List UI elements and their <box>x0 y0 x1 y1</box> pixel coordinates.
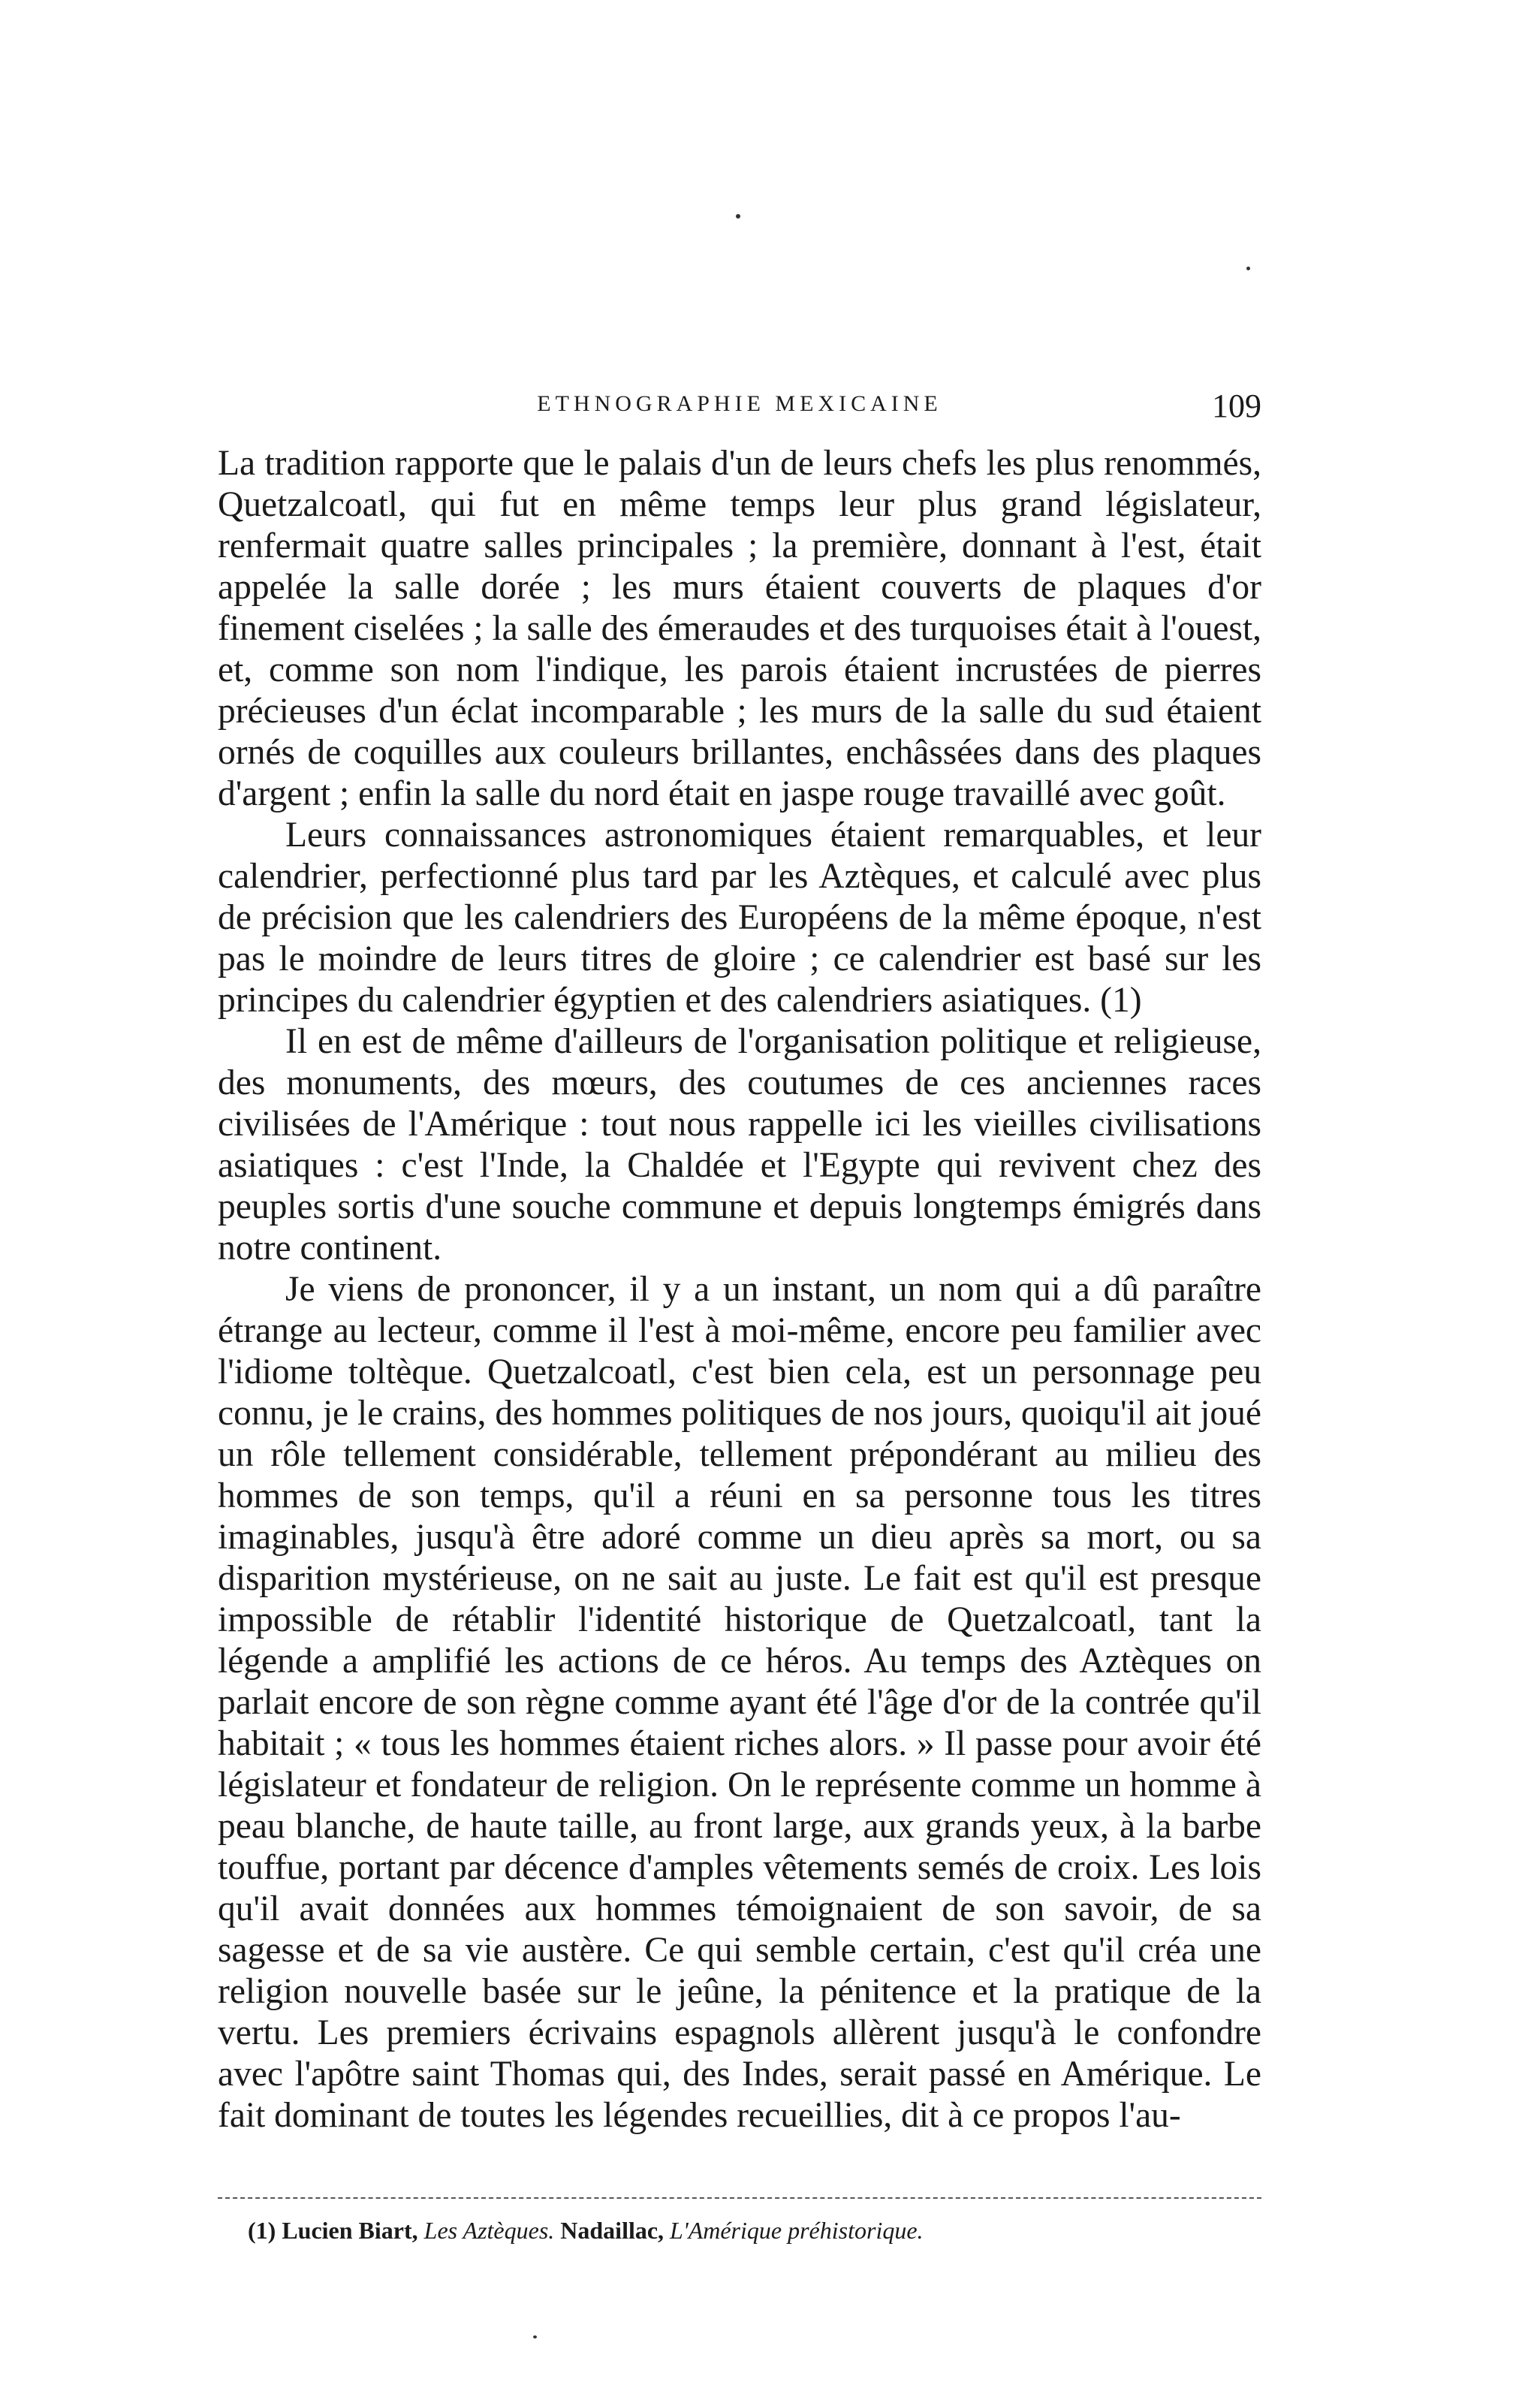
footnote-title: L'Amérique préhistorique. <box>670 2217 924 2244</box>
body-text <box>218 443 1261 2136</box>
footnote-author: Nadaillac, <box>560 2217 665 2244</box>
footnote-title: Les Aztèques. <box>423 2217 555 2244</box>
running-title: ETHNOGRAPHIE MEXICAINE <box>537 391 942 416</box>
scan-speck <box>736 214 740 219</box>
paragraph: Leurs connaissances astronomiques étaient remarquables, et leur calendrier, perfectionné plus tard par les Aztèques, et calculé avec plus de précision que les calendriers des Européens de la même époque, n'est pas le moindre de leurs titres de gloire ; ce calendrier est basé sur les principes du calendrier égyptien et des calendriers asiatiques. (1) <box>218 816 1261 1020</box>
footnote-author: Lucien Biart, <box>282 2217 418 2244</box>
scan-speck <box>533 2335 537 2338</box>
footnote-mark: (1) <box>248 2217 276 2244</box>
running-head <box>218 387 1261 424</box>
paragraph: Il en est de même d'ailleurs de l'organisation politique et religieuse, des monuments, des mœurs, des coutumes de ces anciennes races civilisées de l'Amérique : tout nous rappelle ici les vieilles civilisations asiatiques : c'est l'Inde, la Chaldée et l'Egypte qui revivent chez des peuples sortis d'une souche commune et depuis longtemps émigrés dans notre continent. <box>218 1022 1261 1268</box>
paragraph: La tradition rapporte que le palais d'un de leurs chefs les plus renommés, Quetzalcoatl, qui fut en même temps leur plus grand législateur, renfermait quatre salles principales ; la première, donnant à l'est, était appelée la salle dorée ; les murs étaient couverts de plaques d'or finement ciselées ; la salle des émeraudes et des turquoises était à l'ouest, et, comme son nom l'indique, les parois étaient incrustées de pierres précieuses d'un éclat incomparable ; les murs de la salle du sud étaient ornés de coquilles aux couleurs brillantes, enchâssées dans des plaques d'argent ; enfin la salle du nord était en jaspe rouge travaillé avec goût. <box>218 444 1261 813</box>
scan-speck <box>1246 267 1250 270</box>
page-number: 109 <box>1212 387 1261 424</box>
footnote <box>248 2215 1261 2245</box>
footnote-separator <box>218 2197 1261 2199</box>
paragraph: Je viens de prononcer, il y a un instant, un nom qui a dû paraître étrange au lecteur, comme il l'est à moi-même, encore peu familier avec l'idiome toltèque. Quetzalcoatl, c'est bien cela, est un personnage peu connu, je le crains, des hommes politiques de nos jours, quoiqu'il ait joué un rôle tellement considérable, tellement prépondérant au milieu des hommes de son temps, qu'il a réuni en sa personne tous les titres imaginables, jusqu'à être adoré comme un dieu après sa mort, ou sa disparition mystérieuse, on ne sait au juste. Le fait est qu'il est presque impossible de rétablir l'identité historique de Quetzalcoatl, tant la légende a amplifié les actions de ce héros. Au temps des Aztèques on parlait encore de son règne comme ayant été l'âge d'or de la contrée qu'il habitait ; « tous les hommes étaient riches alors. » Il passe pour avoir été législateur et fondateur de religion. On le représente comme un homme à peau blanche, de haute taille, au front large, aux grands yeux, à la barbe touffue, portant par décence d'amples vêtements semés de croix. Les lois qu'il avait données aux hommes témoignaient de son savoir, de sa sagesse et de sa vie austère. Ce qui semble certain, c'est qu'il créa une religion nouvelle basée sur le jeûne, la pénitence et la pratique de la vertu. Les premiers écrivains espagnols allèrent jusqu'à le confondre avec l'apôtre saint Thomas qui, des Indes, serait passé en Amérique. Le fait dominant de toutes les légendes recueillies, dit à ce propos l'au- <box>218 1270 1261 2135</box>
